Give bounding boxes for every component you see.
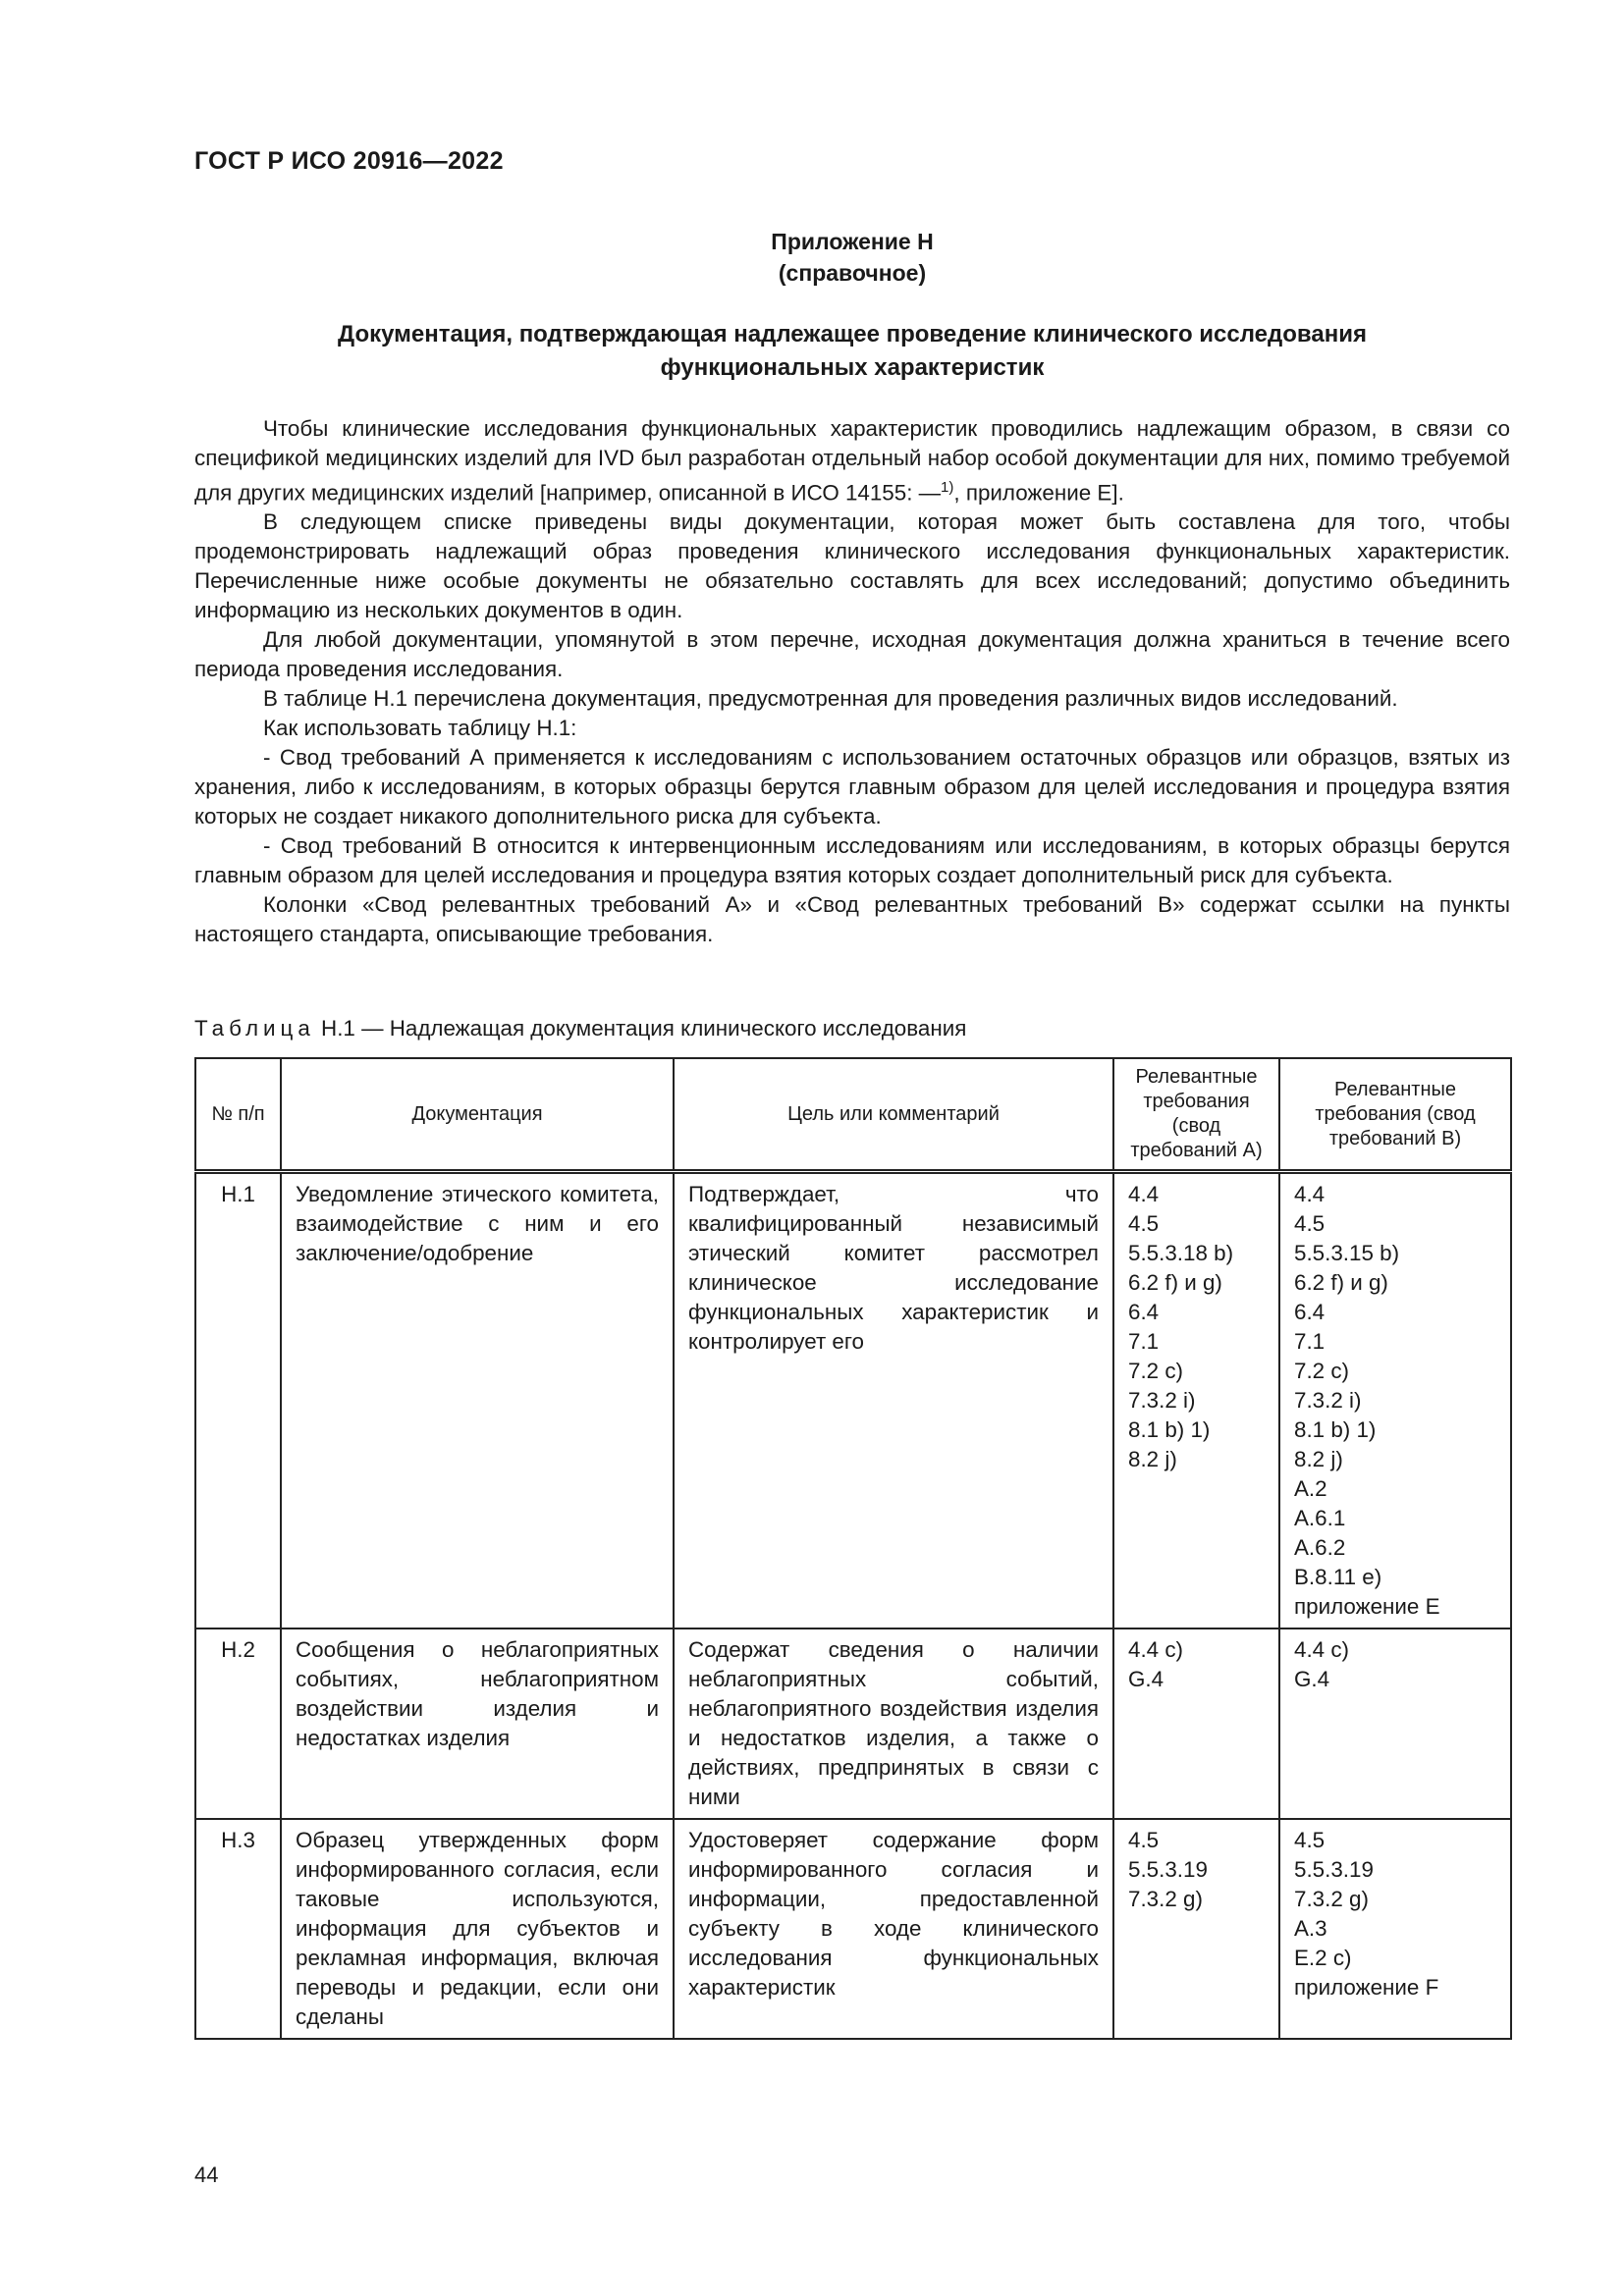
requirement-ref: 6.4 [1128, 1300, 1160, 1324]
requirement-ref: 4.4 [1128, 1182, 1160, 1206]
table-caption-prefix: Таблица [194, 1016, 315, 1041]
row-requirements-b [1279, 1819, 1511, 2039]
footnote-ref: 1) [941, 479, 954, 496]
row-number: Н.2 [195, 1629, 281, 1819]
header-documentation: Документация [281, 1058, 674, 1172]
row-documentation: Образец утвержденных форм информированного согласия, если таковые используются, информация для субъектов и рекламная информация, включая переводы и редакции, если они сделаны [281, 1819, 674, 2039]
requirement-ref: 4.4 c) [1294, 1637, 1349, 1662]
row-requirements-a [1113, 1629, 1279, 1819]
requirement-ref: A.6.2 [1294, 1535, 1346, 1560]
header-requirements-a: Релевантные требования (свод требований А) [1113, 1058, 1279, 1172]
requirement-ref: 5.5.3.19 [1128, 1857, 1208, 1882]
requirement-ref: 5.5.3.15 b) [1294, 1241, 1400, 1265]
requirement-ref: 6.4 [1294, 1300, 1326, 1324]
table-row [195, 1172, 1511, 1629]
requirement-ref: 7.2 c) [1294, 1359, 1349, 1383]
requirement-ref: A.3 [1294, 1916, 1327, 1941]
table-body [195, 1172, 1511, 2040]
requirement-ref: 4.5 [1128, 1828, 1160, 1852]
requirement-ref: приложение F [1294, 1975, 1439, 2000]
requirement-ref: 4.4 c) [1128, 1637, 1183, 1662]
requirement-ref: 4.4 [1294, 1182, 1326, 1206]
section-heading [194, 318, 1510, 385]
requirement-ref: 5.5.3.19 [1294, 1857, 1374, 1882]
requirement-ref: 5.5.3.18 b) [1128, 1241, 1234, 1265]
row-requirements-b [1279, 1629, 1511, 1819]
requirement-ref: A.2 [1294, 1476, 1327, 1501]
annex-title [194, 226, 1510, 289]
requirement-ref: 4.5 [1294, 1828, 1326, 1852]
list-item: - Свод требований В относится к интервенционным исследованиям или исследованиям, в которых образцы берутся главным образом для целей исследования и процедура взятия которых создает дополнительный риск для субъекта. [194, 833, 1510, 888]
document-code: ГОСТ Р ИСО 20916—2022 [194, 147, 504, 175]
row-purpose: Удостоверяет содержание форм информированного согласия и информации, предоставленной субъекту в ходе клинического исследования функциональных характеристик [674, 1819, 1113, 2039]
heading-line-1: Документация, подтверждающая надлежащее проведение клинического исследования [338, 321, 1367, 347]
table-row [195, 1819, 1511, 2039]
paragraph: В следующем списке приведены виды документации, которая может быть составлена для того, чтобы продемонстрировать надлежащий образ проведения клинического исследования функциональных характеристик. Перечисленные ниже особые документы не обязательно составлять для всех исследований; допустимо объединить информацию из нескольких документов в один. [194, 509, 1510, 623]
row-requirements-a [1113, 1819, 1279, 2039]
requirement-ref: 6.2 f) и g) [1128, 1270, 1222, 1295]
row-documentation: Уведомление этического комитета, взаимодействие с ним и его заключение/одобрение [281, 1172, 674, 1629]
requirement-ref: B.8.11 e) [1294, 1565, 1382, 1589]
paragraph: Как использовать таблицу Н.1: [263, 716, 577, 741]
requirement-ref: 7.3.2 g) [1128, 1887, 1203, 1911]
row-number: Н.3 [195, 1819, 281, 2039]
paragraph: Для любой документации, упомянутой в этом перечне, исходная документация должна храниться в течение всего периода проведения исследования. [194, 627, 1510, 682]
requirement-ref: G.4 [1294, 1667, 1330, 1691]
requirement-ref: 8.2 j) [1128, 1447, 1177, 1471]
header-purpose: Цель или комментарий [674, 1058, 1113, 1172]
table-caption [194, 1016, 966, 1041]
row-purpose: Содержат сведения о наличии неблагоприятных событий, неблагоприятного воздействия изделия и недостатков изделия, а также о действиях, предпринятых в связи с ними [674, 1629, 1113, 1819]
header-requirements-b: Релевантные требования (свод требований В) [1279, 1058, 1511, 1172]
requirement-ref: 7.1 [1128, 1329, 1160, 1354]
row-number: Н.1 [195, 1172, 281, 1629]
annex-type: (справочное) [778, 260, 927, 286]
header-num: № п/п [195, 1058, 281, 1172]
row-purpose: Подтверждает, что квалифицированный независимый этический комитет рассмотрел клиническое исследование функциональных характеристик и контролирует его [674, 1172, 1113, 1629]
heading-line-2: функциональных характеристик [660, 354, 1045, 381]
paragraph: Колонки «Свод релевантных требований А» и «Свод релевантных требований В» содержат ссылки на пункты настоящего стандарта, описывающие требования. [194, 892, 1510, 947]
documentation-table [194, 1057, 1512, 2040]
row-documentation: Сообщения о неблагоприятных событиях, неблагоприятном воздействии изделия и недостатках изделия [281, 1629, 674, 1819]
paragraph: Чтобы клинические исследования функциональных характеристик проводились надлежащим образом, в связи со спецификой медицинских изделий для IVD был разработан отдельный набор особой документации для них, помимо требуемой для других медицинских изделий [например, описанной в ИСО 14155: —$^{1)}$, приложение Е]. [194, 416, 1510, 506]
row-requirements-a [1113, 1172, 1279, 1629]
table-caption-text: Н.1 — Надлежащая документация клинического исследования [314, 1016, 967, 1041]
requirement-ref: 7.1 [1294, 1329, 1326, 1354]
row-requirements-b [1279, 1172, 1511, 1629]
table-row [195, 1629, 1511, 1819]
requirement-ref: 8.1 b) 1) [1294, 1417, 1377, 1442]
requirement-ref: приложение Е [1294, 1594, 1440, 1619]
requirement-ref: A.6.1 [1294, 1506, 1346, 1530]
body-text [194, 414, 1510, 949]
annex-label: Приложение Н [771, 229, 934, 254]
requirement-ref: 4.5 [1294, 1211, 1326, 1236]
paragraph: В таблице Н.1 перечислена документация, предусмотренная для проведения различных видов исследований. [263, 686, 1398, 712]
requirement-ref: G.4 [1128, 1667, 1164, 1691]
requirement-ref: 7.3.2 g) [1294, 1887, 1369, 1911]
requirement-ref: 7.2 c) [1128, 1359, 1183, 1383]
requirement-ref: E.2 c) [1294, 1946, 1352, 1970]
requirement-ref: 7.3.2 i) [1294, 1388, 1362, 1413]
requirement-ref: 4.5 [1128, 1211, 1160, 1236]
requirement-ref: 7.3.2 i) [1128, 1388, 1196, 1413]
requirement-ref: 8.1 b) 1) [1128, 1417, 1211, 1442]
list-item: - Свод требований А применяется к исследованиям с использованием остаточных образцов или образцов, взятых из хранения, либо к исследованиям, в которых образцы берутся главным образом для целей исследования и процедура взятия которых не создает никакого дополнительного риска для субъекта. [194, 745, 1510, 829]
requirement-ref: 6.2 f) и g) [1294, 1270, 1388, 1295]
requirement-ref: 8.2 j) [1294, 1447, 1343, 1471]
table-header-row [195, 1058, 1511, 1172]
page-number: 44 [194, 2163, 219, 2187]
